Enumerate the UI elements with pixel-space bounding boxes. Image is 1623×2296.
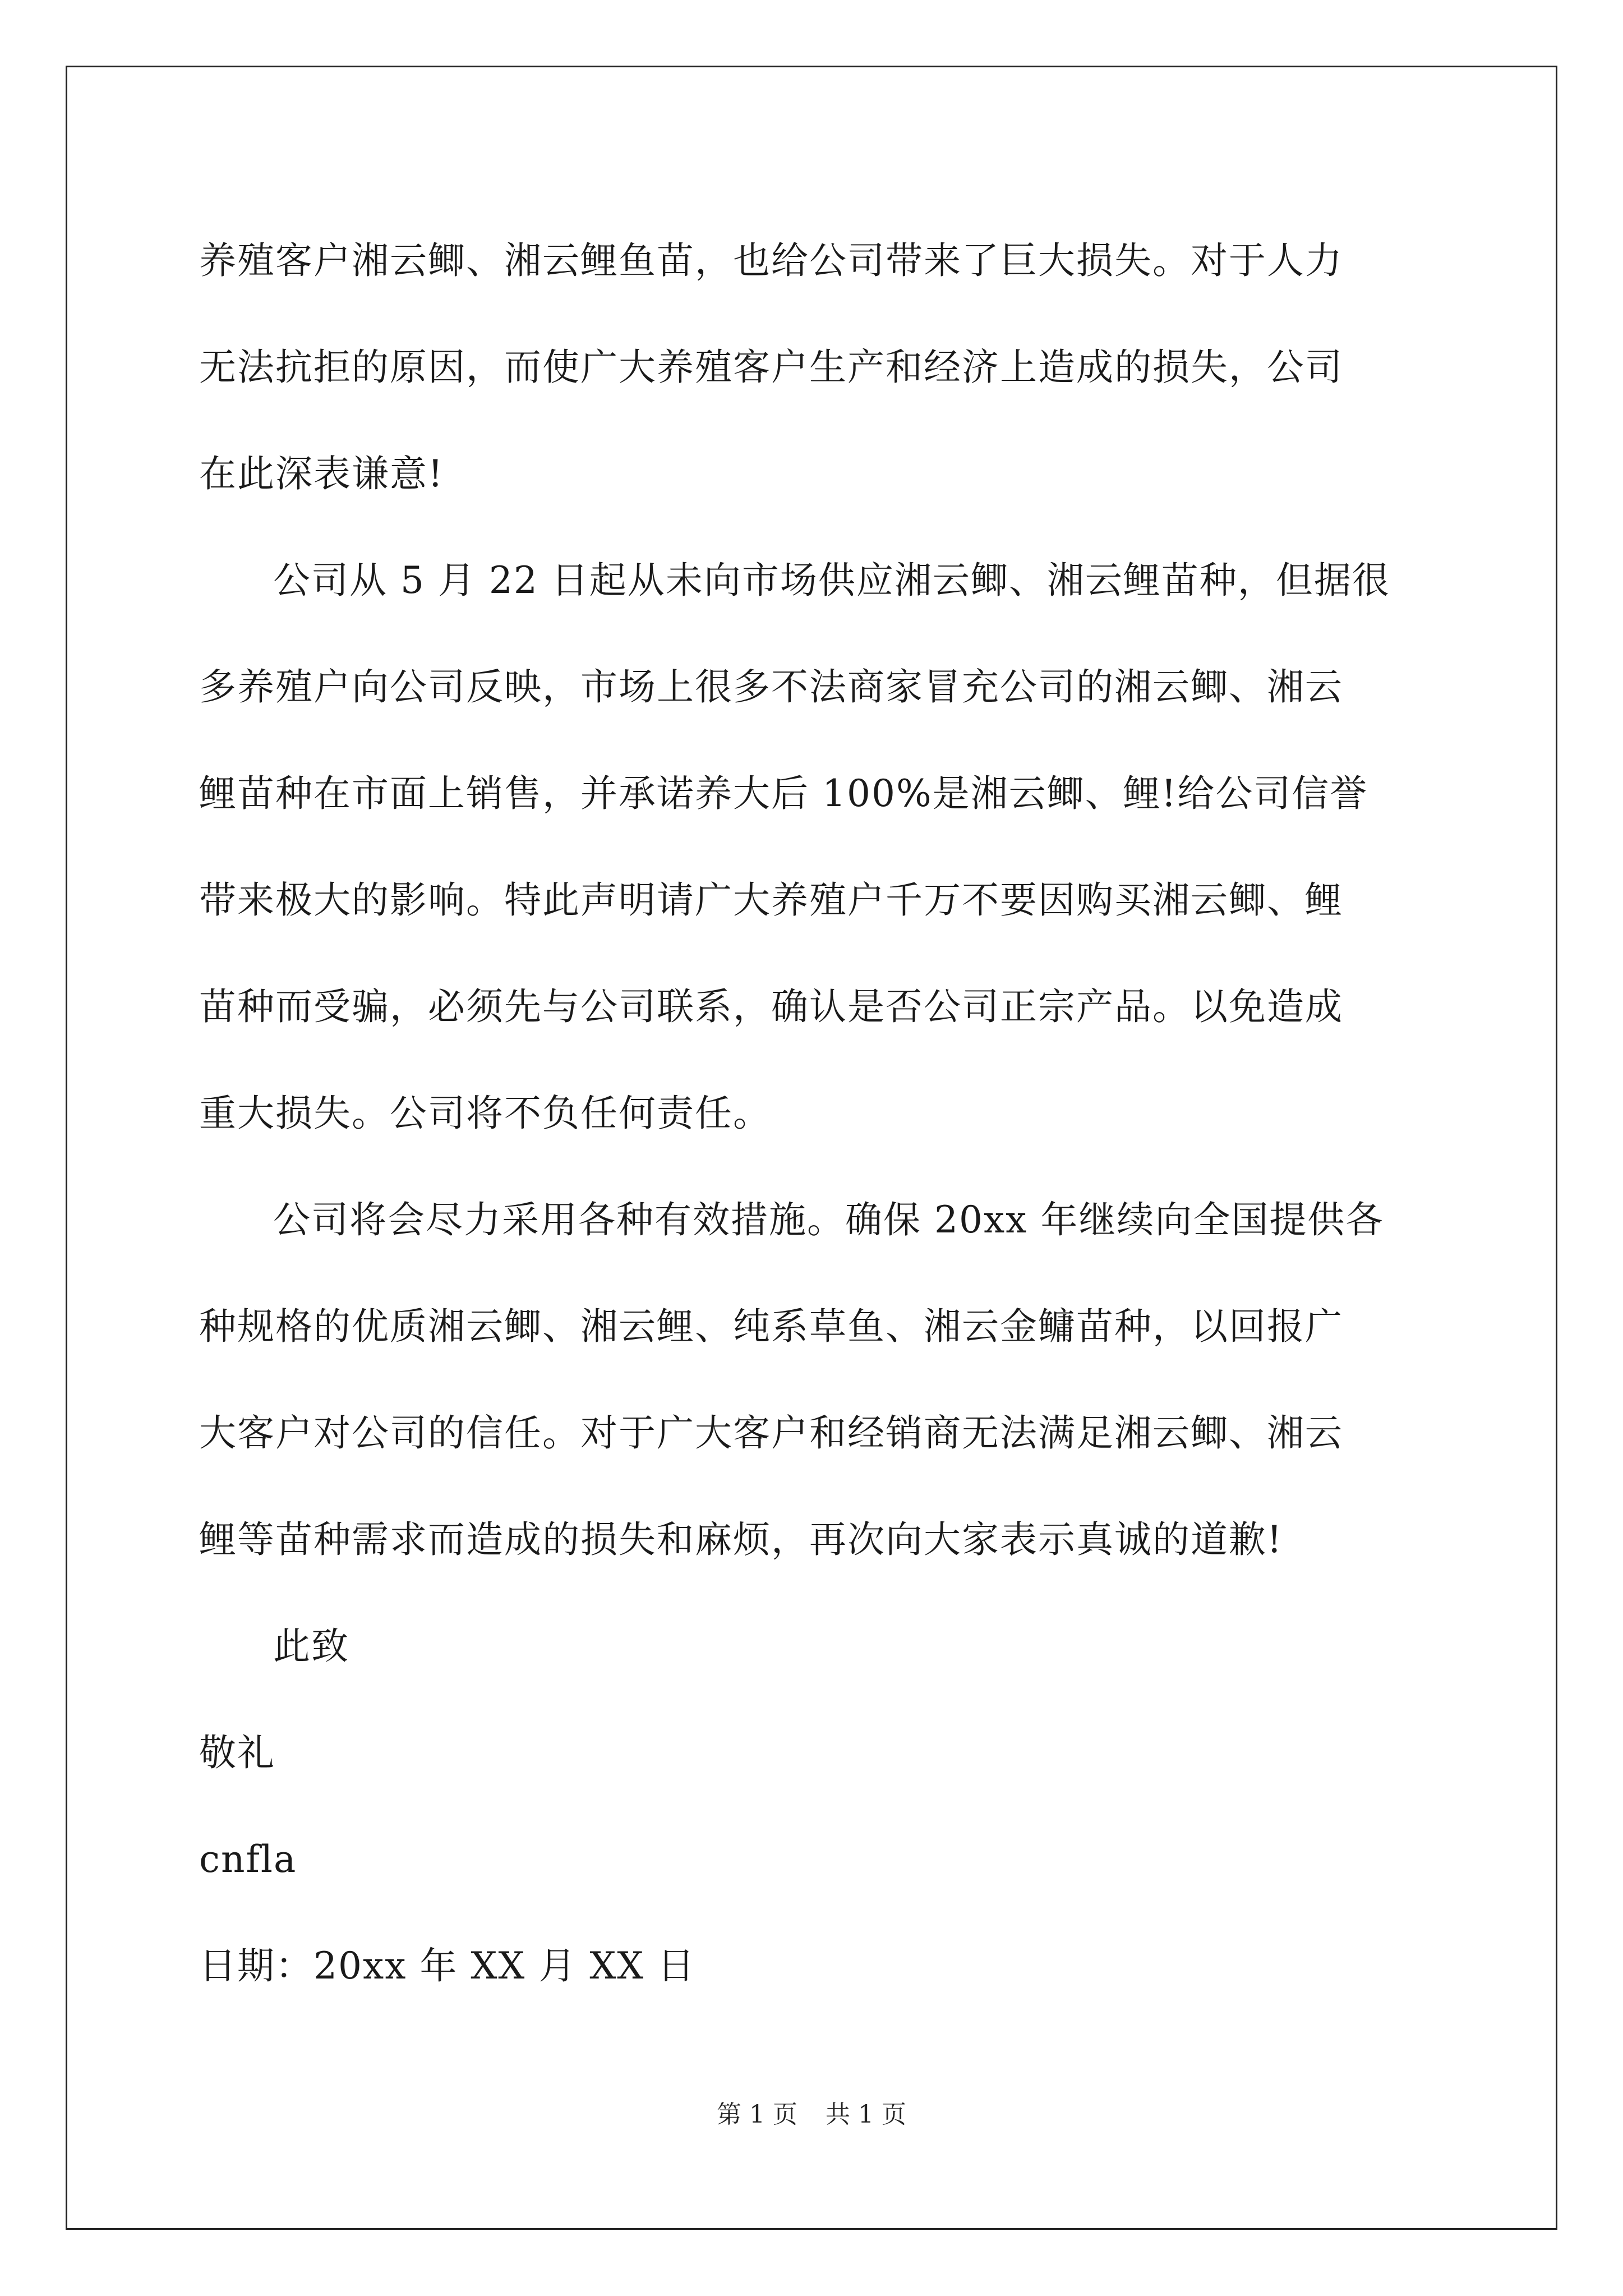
closing-regards: 敬礼 [199,1731,275,1774]
page-footer [0,2098,1623,2132]
paragraph-line: 大客户对公司的信任。对于广大客户和经销商无法满足湘云鲫、湘云 [199,1411,1343,1455]
page-total: 共 1 页 [826,2100,906,2129]
paragraph-line: 无法抗拒的原因，而使广大养殖客户生产和经济上造成的损失，公司 [199,346,1343,389]
paragraph-line: 在此深表谦意! [199,452,444,495]
paragraph-line: 鲤苗种在市面上销售，并承诺养大后 100%是湘云鲫、鲤!给公司信誉 [199,772,1368,815]
paragraph-line: 公司从 5 月 22 日起从未向市场供应湘云鲫、湘云鲤苗种，但据很 [273,559,1390,602]
paragraph-line: 苗种而受骗，必须先与公司联系，确认是否公司正宗产品。以免造成 [199,985,1343,1028]
closing-salutation: 此致 [273,1625,349,1668]
page-number: 第 1 页 [717,2100,797,2129]
paragraph-line: 养殖客户湘云鲫、湘云鲤鱼苗，也给公司带来了巨大损失。对于人力 [199,239,1343,282]
paragraph-line: 公司将会尽力采用各种有效措施。确保 20xx 年继续向全国提供各 [273,1198,1384,1241]
paragraph-line: 重大损失。公司将不负任何责任。 [199,1092,771,1135]
date-line: 日期：20xx 年 XX 月 XX 日 [199,1944,696,1987]
signature: cnfla [199,1838,297,1881]
paragraph-line: 种规格的优质湘云鲫、湘云鲤、纯系草鱼、湘云金鳙苗种，以回报广 [199,1305,1343,1348]
paragraph-line: 鲤等苗种需求而造成的损失和麻烦，再次向大家表示真诚的道歉! [199,1518,1283,1561]
paragraph-line: 多养殖户向公司反映，市场上很多不法商家冒充公司的湘云鲫、湘云 [199,665,1343,708]
document-body [199,208,1427,2019]
paragraph-line: 带来极大的影响。特此声明请广大养殖户千万不要因购买湘云鲫、鲤 [199,878,1343,922]
